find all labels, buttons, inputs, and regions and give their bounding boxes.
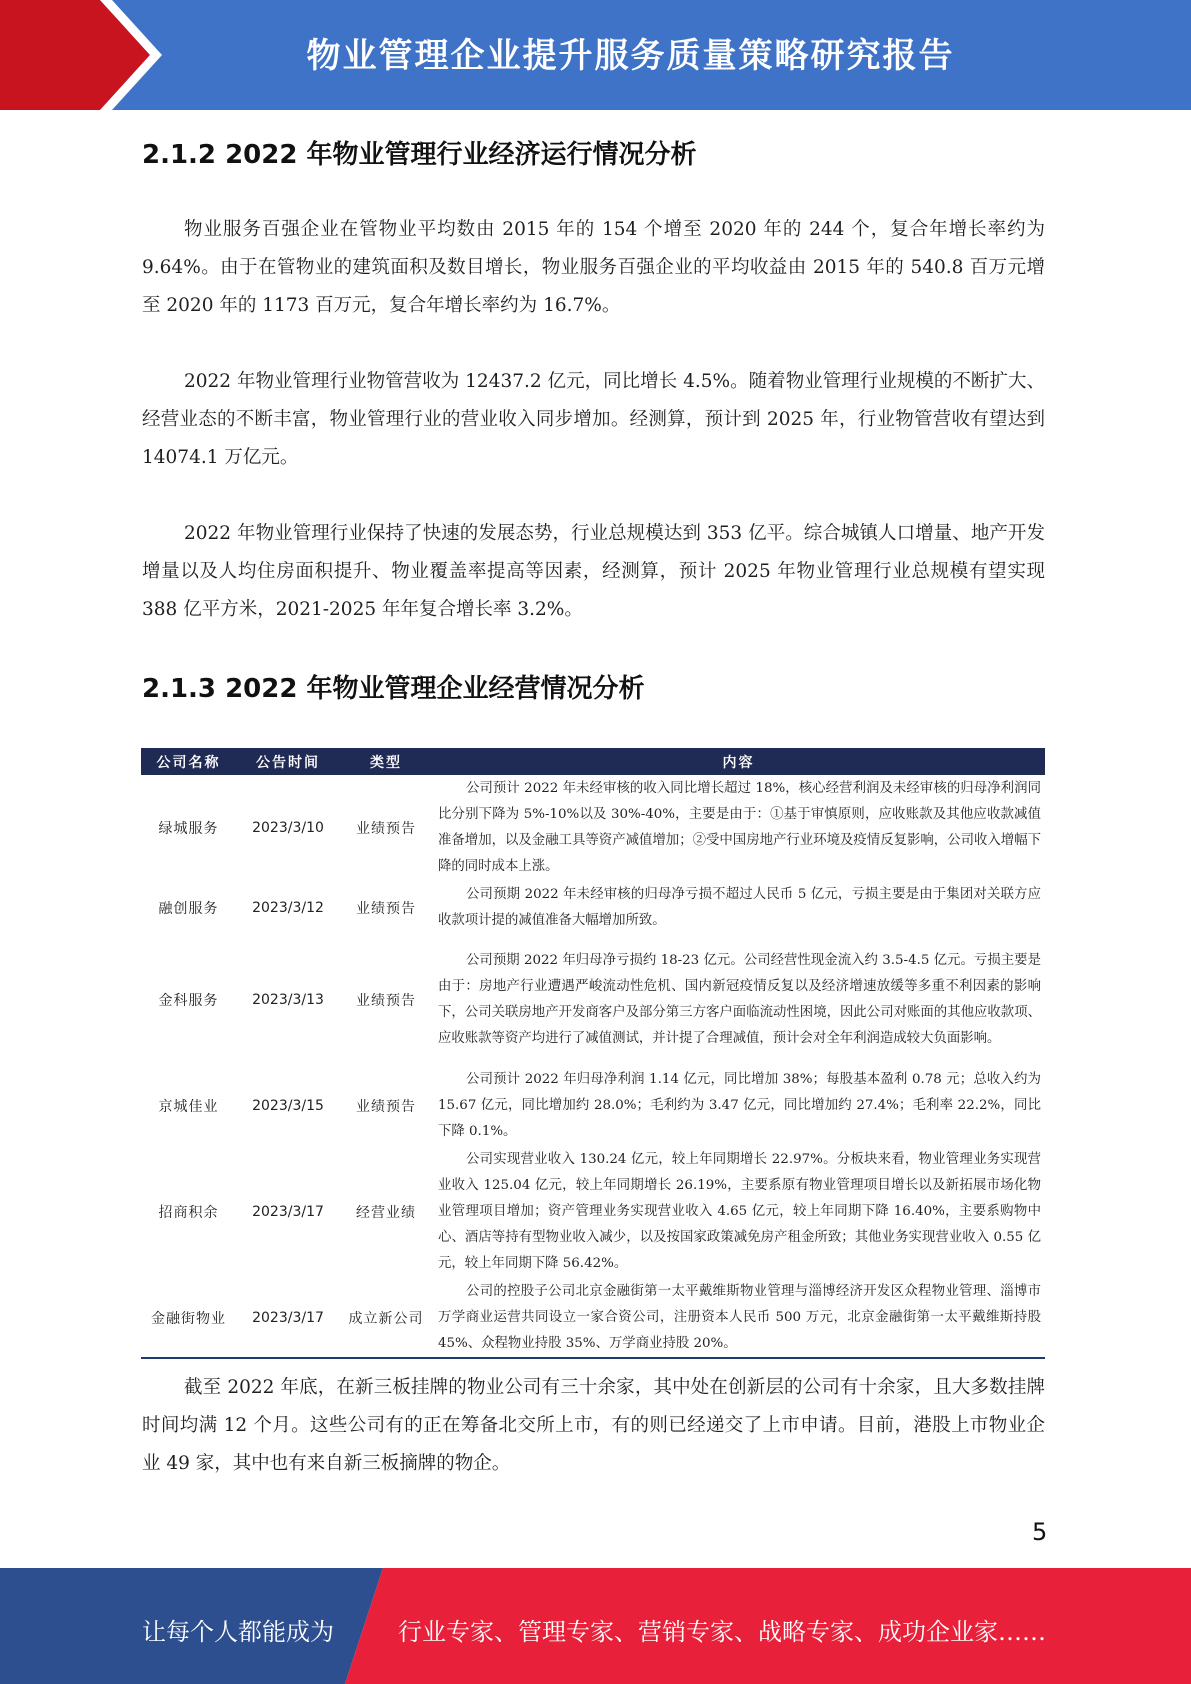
cell-company: 绿城服务 [158,821,219,837]
table-row [141,1066,1045,1146]
cell-date: 2023/3/17 [252,1204,324,1220]
section-heading-2-1-3: 2.1.3 2022 年物业管理企业经营情况分析 [142,674,645,704]
cell-type: 业绩预告 [356,900,416,917]
cell-date: 2023/3/15 [252,1098,324,1114]
page-number: 5 [1032,1518,1048,1546]
page-footer [0,1568,1191,1684]
cell-type: 成立新公司 [348,1310,424,1327]
table-row [141,881,1045,934]
cell-type: 业绩预告 [356,993,416,1009]
cell-content: 公司预计 2022 年未经审核的收入同比增长超过 18%，核心经营利润及未经审核的归母净利润同比分别下降为 5%-10%以及 30%-40%，主要是由于：①基于审慎原则，应收账款及其他应收款减值准备增加，以及金融工具等资产减值增加；②受中国房地产行业环境及疫情反复影响，公司收入增幅下降的同时成本上涨。 [438,781,1041,874]
cell-content: 公司实现营业收入 130.24 亿元，较上年同期增长 22.97%。分板块来看，物业管理业务实现营业收入 125.04 亿元，较上年同期增长 26.19%，主要系原有物业管理项目增长以及新拓展市场化物业管理项目增加；资产管理业务实现营业收入 4.65 亿元，较上年同期下降 16.40%，主要系购物中心、酒店等持有型物业收入减少，以及按国家政策减免房产租金所致；其他业务实现营业收入 0.55 亿元，较上年同期下降 56.42%。 [438,1152,1041,1271]
table-row [141,1146,1045,1278]
cell-type: 经营业绩 [356,1205,416,1221]
cell-type: 业绩预告 [356,1099,416,1115]
paragraph-1: 物业服务百强企业在管物业平均数由 2015 年的 154 个增至 2020 年的 244 个，复合年增长率约为 9.64%。由于在管物业的建筑面积及数目增长，物业服务百强企业的平均收益由 2015 年的 540.8 百万元增至 2020 年的 1173 百万元，复合年增长率约为 16.7%。 [142,219,1045,316]
report-title: 物业管理企业提升服务质量策略研究报告 [306,36,955,76]
section-heading-2-1-2: 2.1.2 2022 年物业管理行业经济运行情况分析 [142,140,697,170]
footer-slogan-right: 行业专家、管理专家、营销专家、战略专家、成功企业家…… [398,1618,1046,1646]
table-row [141,934,1045,1066]
cell-date: 2023/3/13 [252,992,324,1008]
cell-content: 公司的控股子公司北京金融街第一太平戴维斯物业管理与淄博经济开发区众程物业管理、淄博市万学商业运营共同设立一家合资公司，注册资本人民币 500 万元，北京金融街第一太平戴维斯持股 45%、众程物业持股 35%、万学商业持股 20%。 [438,1283,1041,1351]
cell-company: 金科服务 [158,993,219,1009]
footer-slogan-left: 让每个人都能成为 [142,1618,334,1646]
cell-content: 公司预期 2022 年未经审核的归母净亏损不超过人民币 5 亿元，亏损主要是由于集团对关联方应收款项计提的减值准备大幅增加所致。 [438,886,1041,928]
col-header-company: 公司名称 [141,748,236,775]
cell-content: 公司预期 2022 年归母净亏损约 18-23 亿元。公司经营性现金流入约 3.5-4.5 亿元。亏损主要是由于：房地产行业遭遇严峻流动性危机、国内新冠疫情反复以及经济增速放缓等多重不利因素的影响下，公司关联房地产开发商客户及部分第三方客户面临流动性困境，因此公司对账面的其他应收款项、应收账款等资产均进行了减值测试，并计提了合理减值，预计会对全年利润造成较大负面影响。 [438,953,1041,1046]
cell-company: 金融街物业 [151,1310,226,1327]
table-row [141,1278,1045,1358]
cell-company: 融创服务 [158,900,219,917]
col-header-date: 公告时间 [236,748,340,775]
cell-type: 业绩预告 [356,821,416,837]
cell-company: 招商积余 [158,1205,219,1221]
table-row [141,775,1045,881]
col-header-type: 类型 [340,748,432,775]
paragraph-after-table: 截至 2022 年底，在新三板挂牌的物业公司有三十余家，其中处在创新层的公司有十余家，且大多数挂牌时间均满 12 个月。这些公司有的正在筹备北交所上市，有的则已经递交了上市申请。目前，港股上市物业企业 49 家，其中也有来自新三板摘牌的物企。 [142,1377,1045,1474]
paragraph-2: 2022 年物业管理行业物管营收为 12437.2 亿元，同比增长 4.5%。随着物业管理行业规模的不断扩大、经营业态的不断丰富，物业管理行业的营业收入同步增加。经测算，预计到 2025 年，行业物管营收有望达到 14074.1 万亿元。 [142,371,1045,468]
col-header-content: 内容 [432,748,1045,775]
cell-company: 京城佳业 [158,1099,219,1115]
cell-content: 公司预计 2022 年归母净利润 1.14 亿元，同比增加 38%；每股基本盈利 0.78 元；总收入约为 15.67 亿元，同比增加约 28.0%；毛利约为 3.47 亿元，同比增加约 27.4%；毛利率 22.2%，同比下降 0.1%。 [438,1072,1041,1139]
cell-date: 2023/3/12 [252,899,324,916]
cell-date: 2023/3/10 [252,820,324,836]
page-header [0,0,1191,110]
announcements-table [141,748,1045,1359]
table-header-row [141,748,1045,775]
paragraph-3: 2022 年物业管理行业保持了快速的发展态势，行业总规模达到 353 亿平。综合城镇人口增量、地产开发增量以及人均住房面积提升、物业覆盖率提高等因素，经测算，预计 2025 年物业管理行业总规模有望实现 388 亿平方米，2021-2025 年年复合增长率 3.2%。 [142,523,1045,620]
cell-date: 2023/3/17 [252,1309,324,1326]
